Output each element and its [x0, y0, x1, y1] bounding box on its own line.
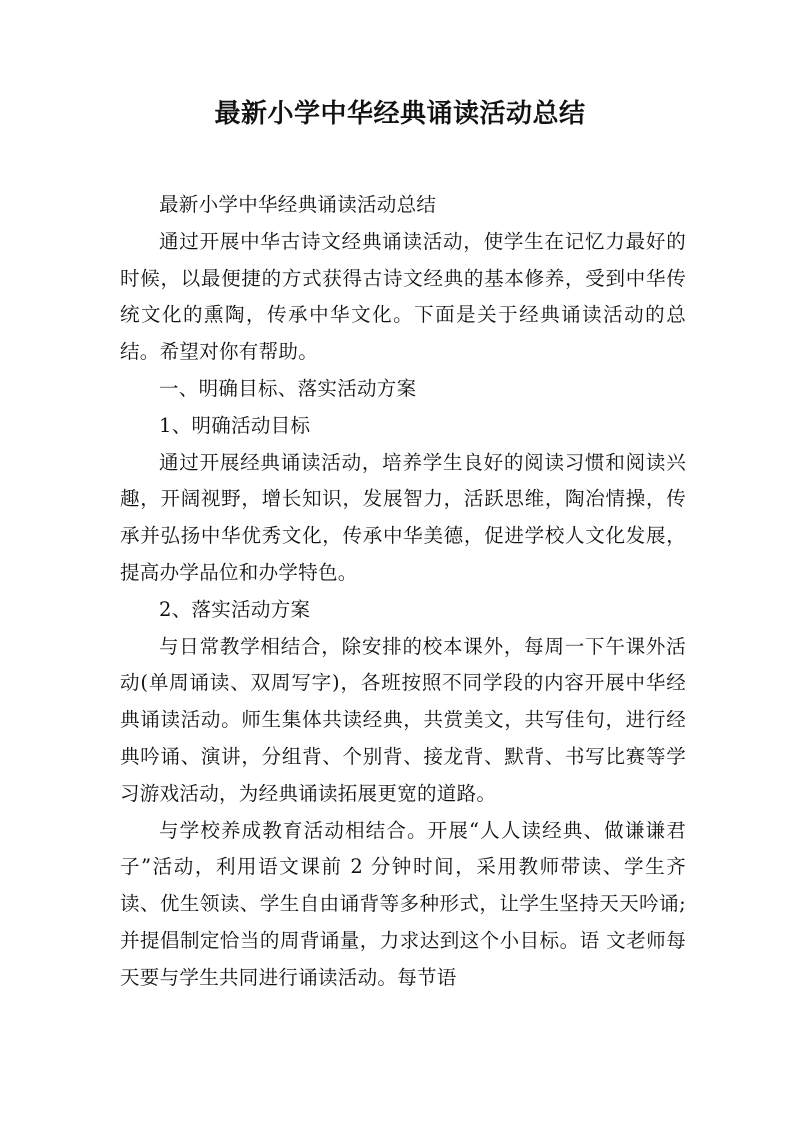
document-title: 最新小学中华经典诵读活动总结: [214, 99, 586, 129]
intro-paragraph: 通过开展中华古诗文经典诵读活动，使学生在记忆力最好的时候，以最便捷的方式获得古诗文经典的基本修养，受到中华传统文化的熏陶，传承中华文化。下面是关于经典诵读活动的总结。希望对你有帮助。: [120, 229, 686, 364]
subtitle-paragraph: 最新小学中华经典诵读活动总结: [159, 193, 437, 216]
document-body: [120, 187, 686, 997]
subsection-heading-1: 1、明确活动目标: [159, 413, 311, 437]
teaching-paragraph: 与日常教学相结合，除安排的校本课外，每周一下午课外活动(单周诵读、双周写字)，各班按照不同学段的内容开展中华经典诵读活动。师生集体共读经典，共赏美文，共写佳句，进行经典吟诵、演讲，分组背、个别背、接龙背、默背、书写比赛等学习游戏活动，为经典诵读拓展更宽的道路。: [120, 634, 686, 805]
goal-paragraph: 通过开展经典诵读活动，培养学生良好的阅读习惯和阅读兴趣，开阔视野，增长知识，发展智力，活跃思维，陶冶情操，传承并弘扬中华优秀文化，传承中华美德，促进学校人文化发展，提高办学品位和办学特色。: [120, 450, 686, 584]
education-paragraph: 与学校养成教育活动相结合。开展“人人读经典、做谦谦君子”活动，利用语文课前 2 分钟时间，采用教师带读、学生齐读、优生领读、学生自由诵背等多种形式，让学生坚持天天吟诵;并提倡制定恰当的周背诵量，力求达到这个小目标。语 文老师每天要与学生共同进行诵读活动。每节语: [120, 818, 686, 989]
section-heading-1: 一、明确目标、落实活动方案: [159, 376, 417, 400]
subsection-heading-2: 2、落实活动方案: [159, 597, 311, 621]
